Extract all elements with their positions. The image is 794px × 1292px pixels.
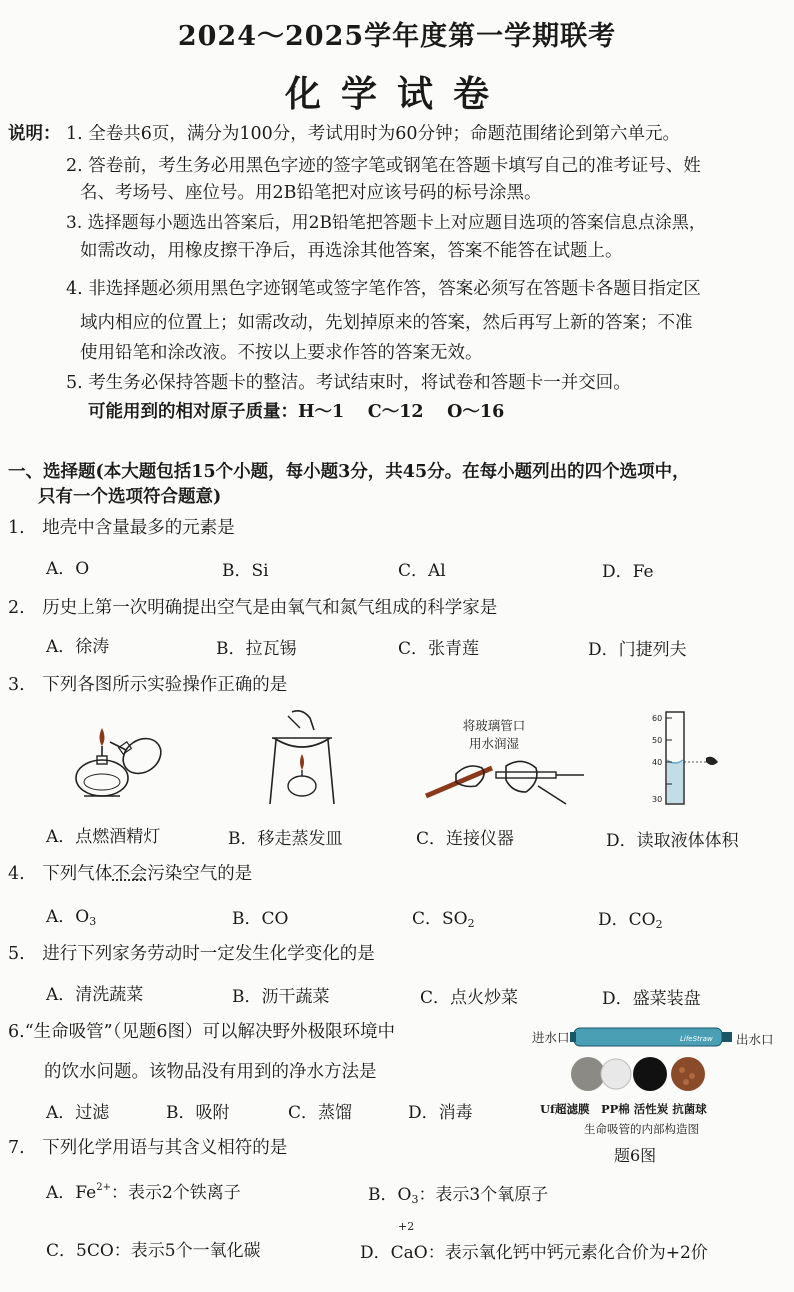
q4-option-b: B．CO (232, 909, 289, 929)
exam-title: 2024～2025学年度第一学期联考 (177, 21, 617, 52)
instruction-1: 1. 全卷共6页，满分为100分，考试用时为60分钟；命题范围绪论到第六单元。 (66, 124, 681, 144)
instruction-3-cont: 如需改动，用橡皮擦干净后，再选涂其他答案，答案不能答在试题上。 (80, 241, 623, 261)
q7-option-d: D．CaO：表示氧化钙中钙元素化合价为+2价 (360, 1243, 708, 1263)
q2-option-b: B．拉瓦锡 (216, 639, 297, 659)
q5-stem: 5. 进行下列家务劳动时一定发生化学变化的是 (8, 944, 375, 964)
q5-option-d: D．盛菜装盘 (602, 989, 701, 1009)
scale-60: 60 (652, 714, 663, 723)
section-heading-cont: 只有一个选项符合题意) (38, 487, 222, 507)
instruction-4: 4. 非选择题必须用黑色字迹钢笔或签字笔作答，答案必须写在答题卡各题目指定区 (66, 279, 701, 299)
q3-c-note-1: 将玻璃管口 (462, 718, 526, 733)
q1-option-c: C．Al (398, 561, 446, 581)
q4-stem-post: 污染空气的是 (147, 864, 253, 884)
q6-stem-2: 的饮水问题。该物品没有用到的净水方法是 (44, 1062, 377, 1082)
q6-stem-1: 6.“生命吸管”（见题6图）可以解决野外极限环境中 (8, 1022, 395, 1042)
instruction-4-cont1: 域内相应的位置上；如需改动，先划掉原来的答案，然后再写上新的答案；不准 (80, 313, 693, 333)
instruction-2-cont: 名、考场号、座位号。用2B铅笔把对应该号码的标号涂黑。 (80, 183, 542, 203)
instructions-label: 说明： (8, 124, 61, 144)
filter-layer-labels: Uf超滤膜 PP棉 活性炭 抗菌球 (540, 1102, 707, 1116)
scale-30: 30 (652, 795, 663, 804)
q4-option-c: C．$SO_2$ (412, 909, 475, 930)
q3-option-b: B．移走蒸发皿 (228, 829, 343, 849)
q5-option-c: C．点火炒菜 (420, 988, 519, 1008)
graduated-cylinder-figure (640, 708, 730, 808)
atomic-mass-line: 可能用到的相对原子质量：H～1 C～12 O～16 (88, 402, 505, 422)
q4-option-d: D．$CO_2$ (598, 910, 663, 931)
q1-option-d: D．Fe (602, 562, 654, 582)
q2-option-d: D．门捷列夫 (588, 640, 687, 660)
q4-stem (8, 860, 252, 885)
q4-stem-pre: 4. 下列气体 (8, 864, 113, 884)
life-straw-figure (570, 1020, 734, 1094)
q3-stem: 3. 下列各图所示实验操作正确的是 (8, 675, 288, 695)
subject-title: 化学试卷 (284, 73, 509, 115)
section-heading: 一、选择题(本大题包括15个小题，每小题3分，共45分。在每小题列出的四个选项中， (8, 462, 690, 482)
q2-option-c: C．张青莲 (398, 639, 480, 659)
q1-option-a: A．O (46, 559, 90, 579)
liquid-fill (667, 762, 683, 803)
q7-option-b: B．$O_3$：表示3个氧原子 (368, 1185, 549, 1206)
figure-label: 题6图 (614, 1146, 657, 1165)
q3-c-note-2: 用水润湿 (468, 736, 519, 751)
q3-option-c: C．连接仪器 (416, 829, 515, 849)
instruction-4-cont2: 使用铅笔和涂改液。不按以上要求作答的答案无效。 (80, 343, 483, 363)
figure-description: 生命吸管的内部构造图 (584, 1122, 699, 1136)
scale-40: 40 (652, 758, 663, 767)
q7-option-c: C．5CO：表示5个一氧化碳 (46, 1241, 261, 1261)
q7-option-a: A．$Fe^{2+}$：表示2个铁离子 (46, 1182, 241, 1203)
q3-option-a: A．点燃酒精灯 (46, 827, 161, 847)
q7-stem: 7. 下列化学用语与其含义相符的是 (8, 1138, 288, 1158)
q6-option-a: A．过滤 (46, 1103, 110, 1123)
q1-stem: 1. 地壳中含量最多的元素是 (8, 518, 235, 538)
alcohol-lamp-figure (70, 712, 170, 804)
q5-option-b: B．沥干蔬菜 (232, 987, 330, 1007)
q6-option-c: C．蒸馏 (288, 1103, 353, 1123)
q1-option-b: B．Si (222, 561, 269, 581)
q2-stem: 2. 历史上第一次明确提出空气是由氧气和氮气组成的科学家是 (8, 598, 498, 618)
eye-icon (706, 757, 718, 765)
evaporating-dish-figure (262, 708, 342, 808)
inlet-label: 进水口 (532, 1030, 570, 1045)
q2-option-a: A．徐涛 (46, 637, 110, 657)
q5-option-a: A．清洗蔬菜 (46, 985, 144, 1005)
instruction-2: 2. 答卷前，考生务必用黑色字迹的签字笔或钢笔在答题卡填写自己的准考证号、姓 (66, 156, 701, 176)
flame-icon (100, 728, 105, 746)
glass-tube-connection-figure (416, 752, 588, 808)
q7-valence-mark: +2 (398, 1220, 415, 1233)
scale-50: 50 (652, 736, 663, 745)
instruction-5: 5. 考生务必保持答题卡的整洁。考试结束时，将试卷和答题卡一并交回。 (66, 373, 631, 393)
q6-option-b: B．吸附 (166, 1103, 230, 1123)
outlet-label: 出水口 (736, 1032, 774, 1047)
q4-stem-emphasis: 不会 (112, 864, 148, 884)
q6-option-d: D．消毒 (408, 1103, 473, 1123)
q4-option-a: A．$O_3$ (46, 907, 97, 928)
brand-label: LifeStraw (680, 1035, 713, 1043)
q3-option-d: D．读取液体体积 (606, 831, 739, 851)
instruction-3: 3. 选择题每小题选出答案后，用2B铅笔把答题卡上对应题目选项的答案信息点涂黑， (66, 213, 706, 233)
